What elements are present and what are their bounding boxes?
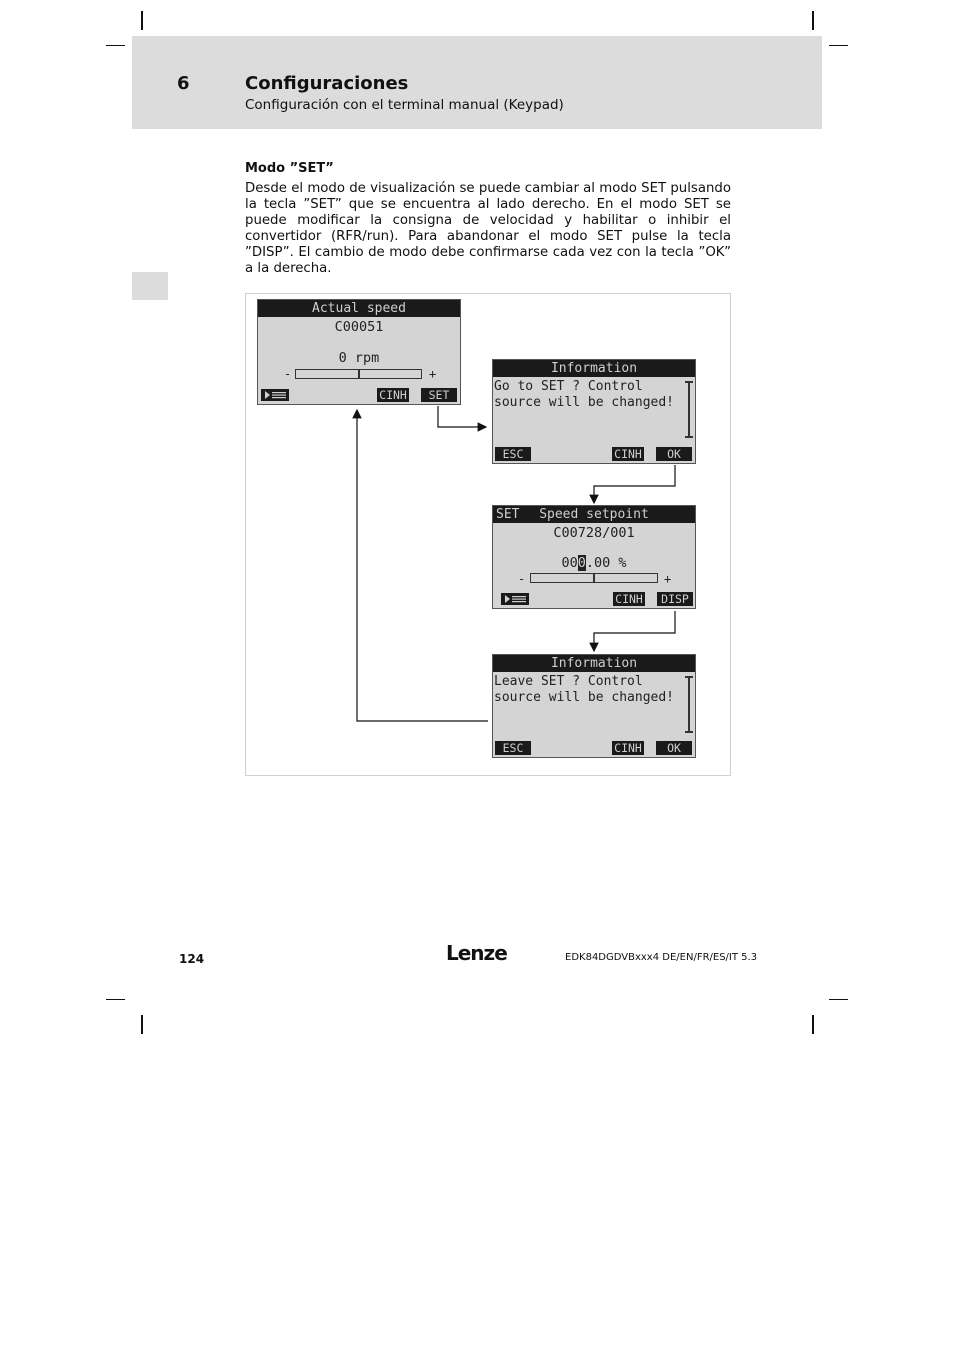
set-button[interactable]: SET — [421, 388, 457, 402]
scroll-indicator — [688, 382, 690, 437]
ok-button[interactable]: OK — [656, 447, 692, 461]
page-number: 124 — [179, 952, 205, 966]
arrow-set-to-goto — [438, 406, 486, 427]
chapter-subtitle: Configuración con el terminal manual (Keypad) — [245, 97, 564, 113]
screen-title: Information — [493, 655, 695, 672]
chapter-number: 6 — [177, 73, 190, 94]
bar-minus: - — [518, 572, 526, 586]
message-line-1: Leave SET ? Control — [494, 674, 643, 689]
message-line-2: source will be changed! — [494, 395, 675, 410]
cinh-button[interactable]: CINH — [612, 447, 644, 461]
keypad-screen-speed-setpoint — [492, 505, 696, 609]
chapter-title: Configuraciones — [245, 73, 409, 94]
menu-icon[interactable] — [501, 593, 529, 605]
setpoint-digits: .00 % — [585, 555, 627, 571]
document-id: EDK84DGDVBxxx4 DE/EN/FR/ES/IT 5.3 — [565, 952, 758, 963]
scroll-indicator — [688, 677, 690, 732]
bar-minus: - — [284, 367, 292, 381]
section-body: Desde el modo de visualización se puede cambiar al modo SET pulsando la tecla ”SET” que se encuentra al lado derecho. En el modo SET se puede modificar la consigna de velocidad y habilitar o inhibir el convertidor (RFR/run). Para abandonar el modo SET pulse la tecla ”DISP”. El cambio de modo debe confirmarse cada vez con la tecla ”OK” a la derecha. — [245, 181, 731, 276]
setpoint-digits: 00 — [561, 555, 578, 571]
lenze-logo: Lenze — [446, 941, 507, 965]
bar-plus: + — [664, 572, 672, 586]
speed-bar — [295, 369, 422, 379]
screen-value: 0 rpm — [338, 350, 380, 366]
ok-button[interactable]: OK — [656, 741, 692, 755]
keypad-screen-leave-set — [492, 654, 696, 758]
setpoint-value[interactable] — [493, 555, 695, 571]
bar-plus: + — [429, 367, 437, 381]
arrow-setpoint-to-leave — [594, 611, 675, 651]
setpoint-bar — [530, 573, 658, 583]
disp-button[interactable]: DISP — [657, 592, 693, 606]
section-heading: Modo ”SET” — [245, 161, 334, 176]
mode-indicator: SET — [496, 507, 520, 522]
setpoint-cursor[interactable]: 0 — [577, 555, 586, 571]
arrow-leave-to-actual — [357, 410, 488, 721]
bar-center-tick — [593, 573, 595, 583]
cinh-button[interactable]: CINH — [613, 592, 645, 606]
screen-code: C00051 — [334, 319, 384, 335]
cinh-button[interactable]: CINH — [612, 741, 644, 755]
bar-center-tick — [358, 369, 360, 379]
keypad-screen-goto-set — [492, 359, 696, 464]
menu-icon[interactable] — [261, 389, 289, 401]
message-line-1: Go to SET ? Control — [494, 379, 643, 394]
screen-title: Speed setpoint — [493, 506, 695, 523]
esc-button[interactable]: ESC — [495, 447, 531, 461]
cinh-button[interactable]: CINH — [377, 388, 409, 402]
keypad-screen-actual-speed — [257, 299, 461, 405]
arrow-goto-to-setpoint — [594, 465, 675, 503]
screen-title: Information — [493, 360, 695, 377]
screen-title: Actual speed — [258, 300, 460, 317]
screen-code: C00728/001 — [553, 525, 635, 541]
esc-button[interactable]: ESC — [495, 741, 531, 755]
message-line-2: source will be changed! — [494, 690, 675, 705]
